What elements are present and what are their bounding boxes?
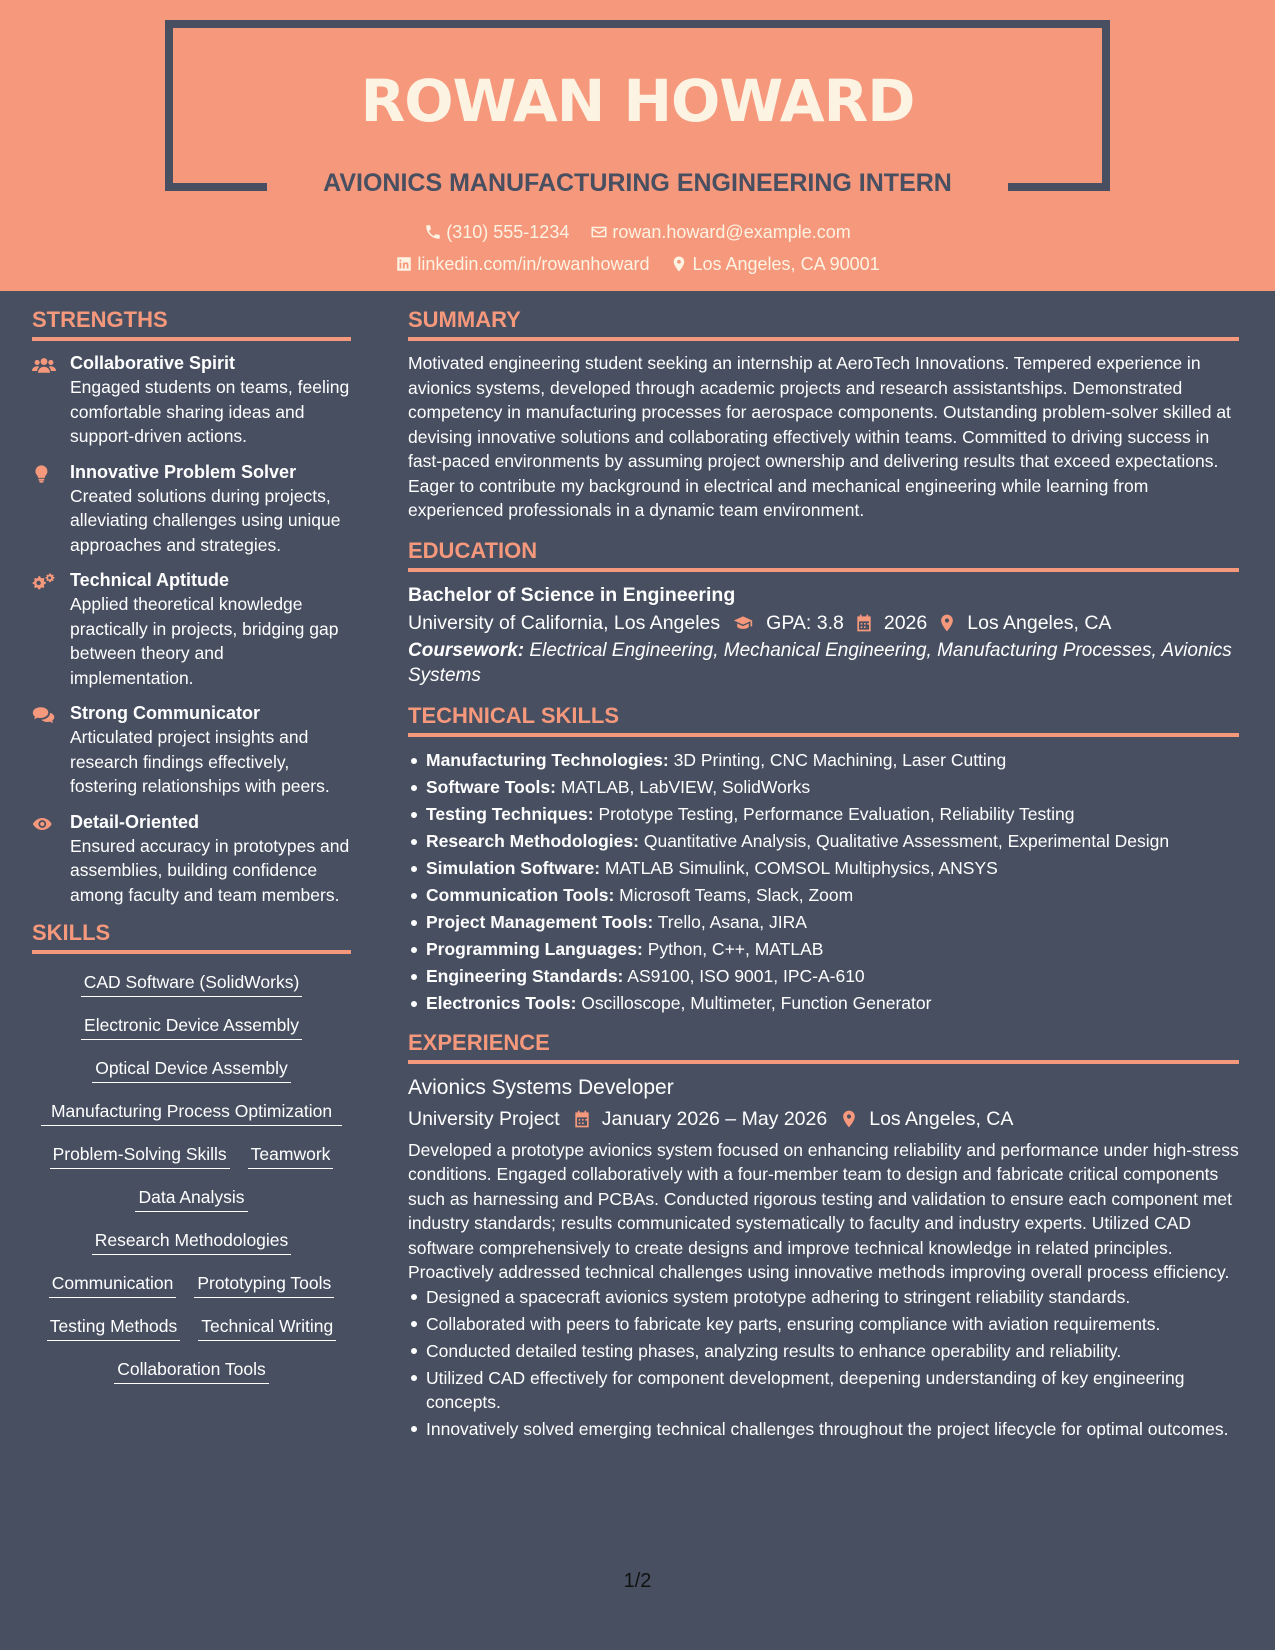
job-details xyxy=(408,1102,1239,1136)
list-item: Communication Tools: Microsoft Teams, Slack, Zoom xyxy=(408,882,1239,909)
graduation-year: 2026 xyxy=(883,611,928,634)
strength-item xyxy=(32,460,351,558)
strength-item xyxy=(32,810,351,908)
right-column xyxy=(408,306,1239,1454)
skills-section xyxy=(32,919,351,1394)
list-item: Collaborated with peers to fabricate key parts, ensuring compliance with aviation requirements. xyxy=(408,1312,1239,1337)
skill-tag: CAD Software (SolidWorks) xyxy=(81,970,303,997)
comments-icon xyxy=(32,705,56,725)
contact-row-2 xyxy=(0,252,1275,279)
strengths-heading: STRENGTHS xyxy=(32,306,351,341)
technical-skills-list xyxy=(408,747,1239,1017)
phone-contact[interactable] xyxy=(424,220,569,244)
strength-title: Collaborative Spirit xyxy=(70,353,236,373)
skill-tag: Optical Device Assembly xyxy=(92,1056,291,1083)
page-number: 1/2 xyxy=(623,1570,652,1592)
list-item: Software Tools: MATLAB, LabVIEW, SolidWorks xyxy=(408,774,1239,801)
strength-item xyxy=(32,351,351,449)
location-contact xyxy=(670,252,879,276)
education-location: Los Angeles, CA xyxy=(967,611,1112,634)
linkedin-contact[interactable] xyxy=(395,252,649,276)
gears-icon xyxy=(32,572,56,592)
calendar-icon xyxy=(854,613,874,633)
coursework xyxy=(408,638,1239,688)
skill-tag: Teamwork xyxy=(248,1142,334,1169)
location-text: Los Angeles, CA 90001 xyxy=(692,254,880,274)
strength-title: Innovative Problem Solver xyxy=(70,461,297,482)
list-item: Testing Techniques: Prototype Testing, Performance Evaluation, Reliability Testing xyxy=(408,801,1239,828)
list-item: Designed a spacecraft avionics system prototype adhering to stringent reliability standards. xyxy=(408,1285,1239,1310)
left-column xyxy=(32,306,351,1394)
experience-heading: EXPERIENCE xyxy=(408,1029,1239,1064)
coursework-list: Electrical Engineering, Mechanical Engineering, Manufacturing Processes, Avionics Systems xyxy=(408,639,1232,686)
experience-bullets xyxy=(408,1285,1239,1442)
skill-tag: Communication xyxy=(49,1271,177,1298)
skills-heading: SKILLS xyxy=(32,919,351,954)
strength-desc: Ensured accuracy in prototypes and assemblies, building confidence among faculty and team members. xyxy=(70,835,350,905)
education-heading: EDUCATION xyxy=(408,537,1239,572)
eye-icon xyxy=(32,814,56,834)
skill-tag: Collaboration Tools xyxy=(114,1357,269,1384)
calendar-icon xyxy=(572,1109,592,1129)
phone-icon xyxy=(424,223,442,241)
skill-tag: Technical Writing xyxy=(198,1314,336,1341)
skill-tag: Electronic Device Assembly xyxy=(81,1013,302,1040)
list-item: Utilized CAD effectively for component development, deepening understanding of key engineering concepts. xyxy=(408,1366,1239,1415)
strength-desc: Articulated project insights and research findings effectively, fostering relationships with peers. xyxy=(70,727,330,796)
list-item: Research Methodologies: Quantitative Analysis, Qualitative Assessment, Experimental Design xyxy=(408,828,1239,855)
graduation-cap-icon xyxy=(730,613,756,633)
email-contact[interactable] xyxy=(590,220,850,244)
strength-item xyxy=(32,568,351,690)
candidate-role: AVIONICS MANUFACTURING ENGINEERING INTERN xyxy=(323,169,952,197)
header-frame-right-foot xyxy=(1008,183,1110,191)
strength-item xyxy=(32,701,351,799)
school-name: University of California, Los Angeles xyxy=(408,611,721,634)
strength-title: Strong Communicator xyxy=(70,703,261,723)
linkedin-text: linkedin.com/in/rowanhoward xyxy=(417,254,650,274)
strength-title: Detail-Oriented xyxy=(70,811,200,832)
resume-header xyxy=(0,0,1275,291)
summary-text: Motivated engineering student seeking an internship at AeroTech Innovations. Tempered experience in avionics systems, developed through academic projects and research assistantships. Demonstrated competency in manufacturing processes for aerospace components. Outstanding problem-solver skilled at devising innovative solutions and collaborating effectively within teams. Committed to driving success in fast-paced environments by assuming project ownership and delivering results that exceed expectations. Eager to contribute my background in electrical and mechanical engineering while learning from experienced professionals in a dynamic team environment. xyxy=(408,353,1231,520)
list-item: Electronics Tools: Oscilloscope, Multimeter, Function Generator xyxy=(408,990,1239,1017)
strength-desc: Engaged students on teams, feeling comfortable sharing ideas and support-driven actions. xyxy=(70,377,350,446)
job-dates: January 2026 – May 2026 xyxy=(601,1107,828,1130)
users-icon xyxy=(32,355,56,375)
candidate-name: ROWAN HOWARD xyxy=(360,67,915,135)
list-item: Manufacturing Technologies: 3D Printing, CNC Machining, Laser Cutting xyxy=(408,747,1239,774)
linkedin-icon xyxy=(395,255,413,273)
list-item: Simulation Software: MATLAB Simulink, COMSOL Multiphysics, ANSYS xyxy=(408,855,1239,882)
job-title: Avionics Systems Developer xyxy=(408,1075,674,1099)
gpa-text: GPA: 3.8 xyxy=(766,611,844,634)
skill-tag: Prototyping Tools xyxy=(194,1271,334,1298)
envelope-icon xyxy=(590,223,608,241)
strength-desc: Applied theoretical knowledge practically in projects, bridging gap between theory and implementation. xyxy=(70,594,339,688)
summary-heading: SUMMARY xyxy=(408,306,1239,341)
email-text: rowan.howard@example.com xyxy=(612,222,851,242)
degree-title: Bachelor of Science in Engineering xyxy=(408,583,736,606)
list-item: Conducted detailed testing phases, analyzing results to enhance operability and reliability. xyxy=(408,1339,1239,1364)
skill-tag: Data Analysis xyxy=(135,1185,247,1212)
header-frame-left-foot xyxy=(165,183,267,191)
job-description: Developed a prototype avionics system focused on enhancing reliability and performance under high-stress conditions. Engaged collaboratively with a four-member team to design and fabricate critical components such as harnessing and PCBAs. Conducted rigorous testing and validation to ensure each component met industry standards; results communicated systematically to faculty and industry experts. Utilized CAD software comprehensively to create designs and improve technical knowledge in related principles. Proactively addressed technical challenges using innovative methods improving overall process efficiency. xyxy=(408,1139,1239,1282)
strength-desc: Created solutions during projects, alleviating challenges using unique approaches and strategies. xyxy=(70,485,341,555)
skill-tag: Problem-Solving Skills xyxy=(50,1142,230,1169)
technical-skills-heading: TECHNICAL SKILLS xyxy=(408,702,1239,737)
map-pin-icon xyxy=(839,1109,859,1129)
list-item: Project Management Tools: Trello, Asana, JIRA xyxy=(408,909,1239,936)
list-item: Engineering Standards: AS9100, ISO 9001, IPC-A-610 xyxy=(408,963,1239,990)
job-org: University Project xyxy=(408,1107,560,1130)
education-details xyxy=(408,608,1239,638)
skill-tag: Research Methodologies xyxy=(92,1228,292,1255)
skill-tag: Testing Methods xyxy=(47,1314,180,1341)
skills-list xyxy=(32,964,351,1394)
list-item: Innovatively solved emerging technical challenges throughout the project lifecycle for optimal outcomes. xyxy=(408,1417,1239,1442)
lightbulb-icon xyxy=(32,464,56,484)
phone-text: (310) 555-1234 xyxy=(446,222,570,242)
map-pin-icon xyxy=(937,613,957,633)
contact-row-1 xyxy=(0,220,1275,247)
coursework-label: Coursework: xyxy=(408,639,525,661)
skill-tag: Manufacturing Process Optimization xyxy=(41,1099,342,1126)
map-pin-icon xyxy=(670,255,688,273)
list-item: Programming Languages: Python, C++, MATLAB xyxy=(408,936,1239,963)
strength-title: Technical Aptitude xyxy=(70,570,230,590)
job-location: Los Angeles, CA xyxy=(869,1107,1014,1130)
